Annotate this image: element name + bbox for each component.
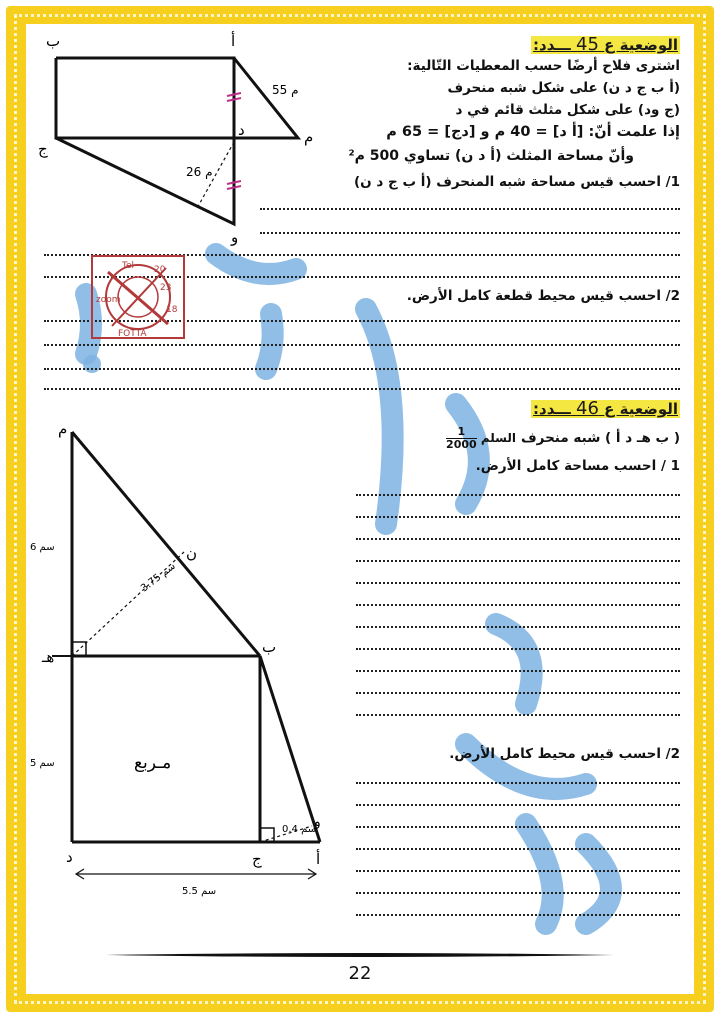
answer-line bbox=[356, 516, 680, 518]
label-d: د bbox=[66, 848, 73, 866]
situation46-scale: السلم $\frac{1}{2000}$ bbox=[446, 425, 516, 451]
answer-line bbox=[356, 914, 680, 916]
answer-line bbox=[356, 582, 680, 584]
answer-line bbox=[356, 892, 680, 894]
label-w: و bbox=[231, 228, 239, 246]
answer-line bbox=[356, 560, 680, 562]
situation46-question-1: 1 / احسب مساحة كامل الأرض. bbox=[475, 458, 680, 474]
stamp-text: 20 bbox=[154, 265, 166, 275]
situation45-question-1: 1/ احسب قيس مساحة شبه المنحرف (أ ب ج د ن) bbox=[354, 174, 680, 190]
answer-line bbox=[356, 626, 680, 628]
answer-line bbox=[356, 804, 680, 806]
label-m: م bbox=[58, 420, 68, 438]
square-label: مـربع bbox=[134, 753, 172, 773]
label-w: و bbox=[314, 814, 321, 830]
answer-line bbox=[356, 538, 680, 540]
measure-26: 26 م bbox=[186, 165, 213, 179]
answer-line bbox=[356, 604, 680, 606]
label-d: د bbox=[238, 121, 245, 139]
situation45-line-5: وأنّ مساحة المثلث (أ د ن) تساوي 500 م² bbox=[348, 148, 634, 164]
situation46-question-2: 2/ احسب قيس محيط كامل الأرض. bbox=[449, 746, 680, 762]
label-m: م bbox=[304, 128, 314, 146]
measure-6: 6 سم bbox=[30, 542, 55, 553]
stamp-text: FOTTA bbox=[118, 329, 147, 339]
stamp-text: 23 bbox=[160, 283, 172, 293]
answer-line bbox=[44, 388, 680, 390]
measure-55: 5.5 سم bbox=[182, 886, 217, 897]
situation45-line-1: اشترى فلاح أرضًا حسب المعطيات التّالية: bbox=[407, 58, 680, 74]
label-j: ج bbox=[252, 850, 262, 868]
situation45-line-4: إذا علمت أنّ: [أ د] = 40 م و [دج] = 65 م bbox=[386, 124, 680, 140]
measure-04: 0.4 سم bbox=[282, 824, 317, 835]
situation45-question-2: 2/ احسب قيس محيط قطعة كامل الأرض. bbox=[406, 288, 680, 304]
measure-375: 3.75 سم bbox=[139, 560, 178, 595]
answer-line bbox=[44, 344, 680, 346]
label-h: هـ bbox=[42, 648, 55, 666]
stamp-text: 18 bbox=[166, 305, 178, 315]
label-n: ن bbox=[186, 544, 198, 562]
measure-5: 5 سم bbox=[30, 758, 55, 769]
figure-45 bbox=[26, 24, 326, 246]
footer-divider bbox=[26, 950, 694, 960]
answer-line bbox=[356, 692, 680, 694]
answer-line bbox=[260, 232, 680, 234]
answer-line bbox=[356, 714, 680, 716]
answer-line bbox=[356, 494, 680, 496]
answer-line bbox=[356, 848, 680, 850]
situation45-heading: الوضعية ع 45 ـــدد: bbox=[533, 34, 678, 55]
label-a: أ bbox=[316, 850, 321, 868]
label-b: ب bbox=[262, 638, 277, 656]
situation46-heading: الوضعية ع 46 ـــدد: bbox=[533, 398, 678, 419]
label-a: أ bbox=[231, 32, 236, 50]
worksheet-page bbox=[26, 24, 694, 994]
answer-line bbox=[356, 782, 680, 784]
stamp-seal bbox=[88, 252, 188, 342]
answer-line bbox=[356, 670, 680, 672]
page-number: 22 bbox=[348, 963, 372, 984]
answer-line bbox=[356, 870, 680, 872]
label-j: ج bbox=[38, 140, 48, 158]
situation46-trapezoid: ( ب هـ د أ ) شبه منحرف bbox=[521, 430, 680, 446]
answer-line bbox=[356, 826, 680, 828]
situation45-line-3: (ج ود) على شكل مثلث قائم في د bbox=[455, 102, 680, 118]
figure-46 bbox=[26, 402, 346, 897]
stamp-text: zoom bbox=[96, 295, 121, 305]
measure-55: 55 م bbox=[272, 83, 299, 97]
answer-line bbox=[356, 648, 680, 650]
situation45-line-2: (أ ب ج د ن) على شكل شبه منحرف bbox=[447, 80, 680, 96]
stamp-text: Tel bbox=[122, 261, 135, 271]
answer-line bbox=[44, 368, 680, 370]
label-b: ب bbox=[46, 32, 61, 50]
